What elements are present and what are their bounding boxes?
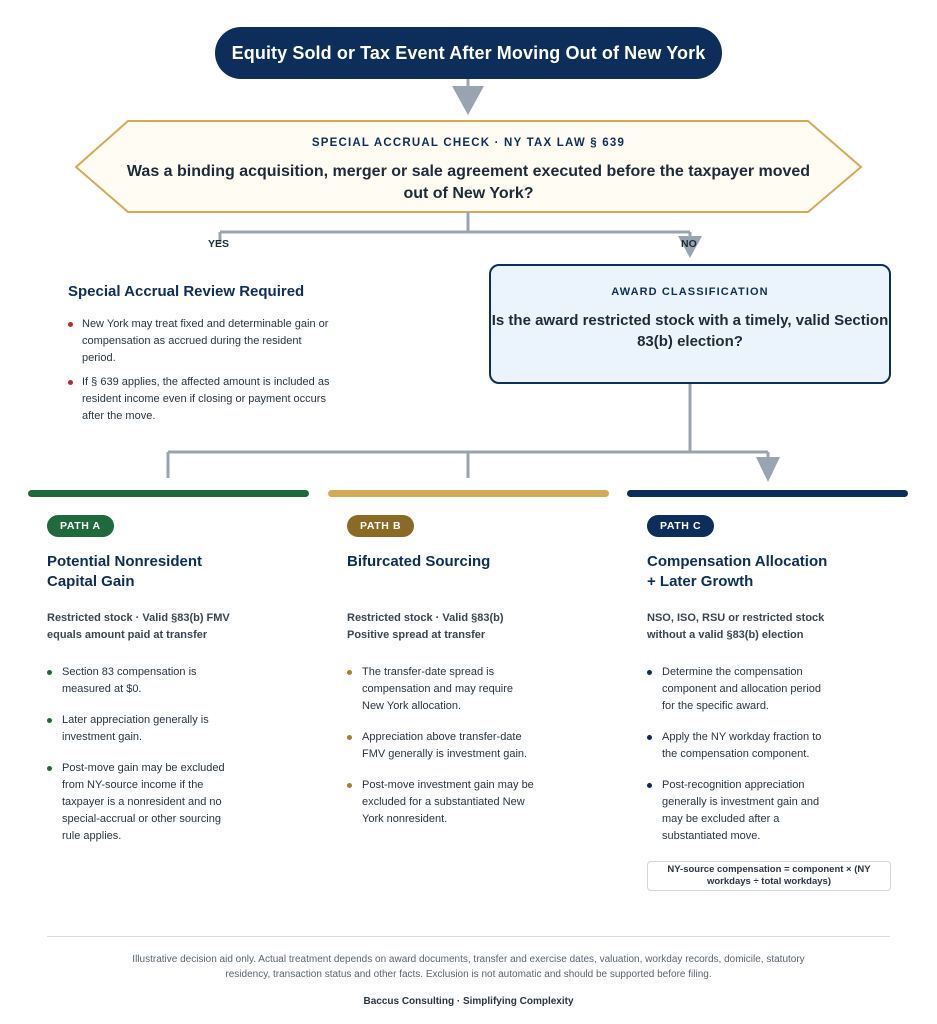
special-accrual-review <box>68 283 338 432</box>
list-item <box>347 777 537 828</box>
path-a-column <box>47 515 297 859</box>
path-b-bar <box>328 490 609 497</box>
list-item <box>647 729 832 763</box>
footer-credit: Baccus Consulting · Simplifying Complexity <box>363 996 574 1007</box>
path-c-bullet-text: Apply the NY workday fraction to the compensation component. <box>662 731 822 760</box>
arrow-down-icon <box>452 86 484 115</box>
award-classification-kicker: AWARD CLASSIFICATION <box>611 286 769 298</box>
disclaimer: Illustrative decision aid only. Actual treatment depends on award documents, transfer and exercise dates, valuation, workday records, domicile, statutory residency, transaction status and other facts. Exclusion is not automatic and should be supported before filing. <box>132 954 805 980</box>
bullet-dot-icon <box>347 735 352 740</box>
bullet-dot-icon <box>47 670 52 675</box>
bullet-dot-icon <box>68 322 73 327</box>
path-a-bullets <box>47 664 232 845</box>
list-item <box>647 664 832 715</box>
path-b-title: Bifurcated Sourcing <box>347 553 491 570</box>
path-a-bullet-text: Later appreciation generally is investment gain. <box>62 714 209 743</box>
path-a-badge: PATH A <box>47 515 114 537</box>
bullet-dot-icon <box>47 766 52 771</box>
path-b-subtitle: Restricted stock · Valid §83(b) Positive spread at transfer <box>347 612 504 641</box>
list-item <box>47 664 232 698</box>
award-classification-question: Is the award restricted stock with a timely, valid Section 83(b) election? <box>491 312 889 350</box>
path-b-bullets <box>347 664 537 828</box>
path-c-column <box>647 515 897 859</box>
bullet-dot-icon <box>647 670 652 675</box>
path-a-bullet-text: Section 83 compensation is measured at $0. <box>62 666 197 695</box>
list-item <box>68 316 338 367</box>
list-item <box>68 374 338 425</box>
path-a-bullet-text: Post-move gain may be excluded from NY-source income if the taxpayer is a nonresident and no special-accrual or other sourcing rule applies. <box>62 762 225 842</box>
bullet-dot-icon <box>647 783 652 788</box>
list-item <box>47 760 232 845</box>
workday-formula: NY-source compensation = component × (NY workdays ÷ total workdays) <box>647 861 891 891</box>
list-item <box>47 712 232 746</box>
branch-label-no: NO <box>681 238 697 250</box>
bullet-dot-icon <box>47 718 52 723</box>
path-c-bullets <box>647 664 832 845</box>
special-accrual-kicker: SPECIAL ACCRUAL CHECK · NY TAX LAW § 639 <box>311 137 626 149</box>
path-b-badge: PATH B <box>347 515 414 537</box>
path-c-subtitle: NSO, ISO, RSU or restricted stock without a valid §83(b) election <box>647 612 825 641</box>
path-a-subtitle: Restricted stock · Valid §83(b) FMV equals amount paid at transfer <box>47 612 230 641</box>
bullet-dot-icon <box>347 670 352 675</box>
footer-divider <box>47 936 890 937</box>
path-b-bullet-text: The transfer-date spread is compensation and may require New York allocation. <box>362 666 514 712</box>
bullet-dot-icon <box>68 380 73 385</box>
arrow-down-icon <box>756 457 780 482</box>
path-c-bullet-text: Post-recognition appreciation generally is investment gain and may be excluded after a substantiated move. <box>662 779 820 842</box>
path-b-column <box>347 515 597 842</box>
path-b-bullet-text: Post-move investment gain may be excluded for a substantiated New York nonresident. <box>362 779 534 825</box>
page-title: Equity Sold or Tax Event After Moving Out of New York <box>215 27 722 79</box>
branch-label-yes: YES <box>208 238 230 250</box>
path-c-title: Compensation Allocation + Later Growth <box>647 553 828 590</box>
review-title: Special Accrual Review Required <box>68 283 305 300</box>
list-item <box>347 729 537 763</box>
path-a-bar <box>28 490 309 497</box>
bullet-dot-icon <box>647 735 652 740</box>
bullet-dot-icon <box>347 783 352 788</box>
review-bullets <box>68 316 338 425</box>
path-a-title: Potential Nonresident Capital Gain <box>47 553 203 590</box>
list-item <box>647 777 832 845</box>
review-bullet-text: New York may treat fixed and determinable gain or compensation as accrued during the resident period. <box>82 318 329 364</box>
special-accrual-check <box>120 137 817 205</box>
path-b-bullet-text: Appreciation above transfer-date FMV generally is investment gain. <box>362 731 528 760</box>
path-c-badge: PATH C <box>647 515 714 537</box>
list-item <box>347 664 537 715</box>
review-bullet-text: If § 639 applies, the affected amount is included as resident income even if closing or payment occurs after the move. <box>82 376 330 422</box>
path-c-bullet-text: Determine the compensation component and allocation period for the specific award. <box>662 666 822 712</box>
path-c-bar <box>627 490 908 497</box>
award-classification-box <box>489 264 891 384</box>
special-accrual-question: Was a binding acquisition, merger or sale agreement executed before the taxpayer moved out of New York? <box>126 163 811 202</box>
